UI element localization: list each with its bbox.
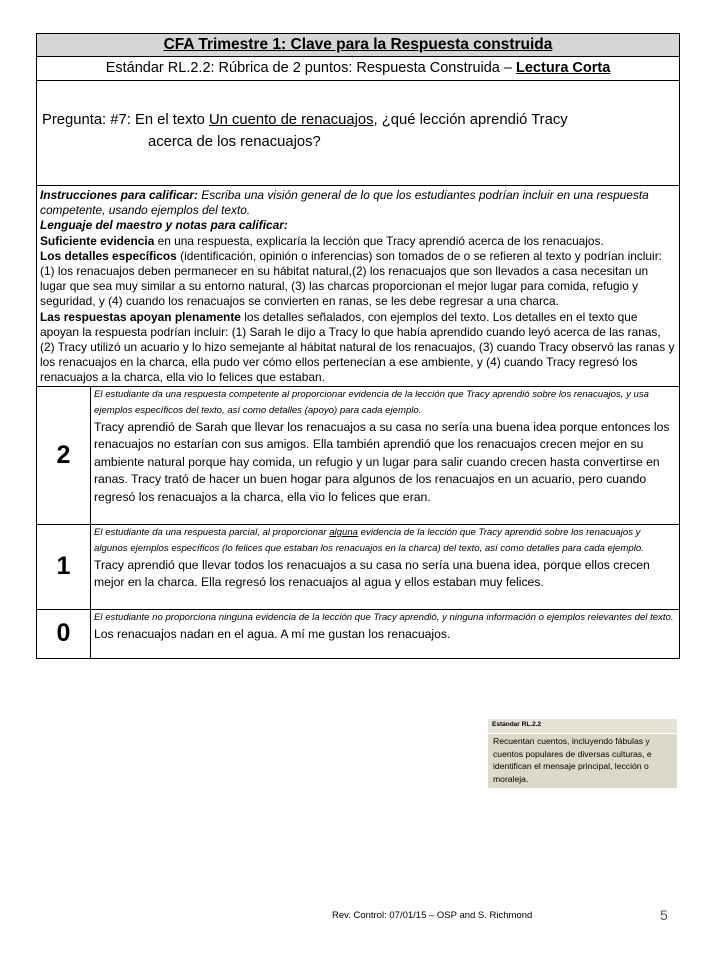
score-row-1 — [37, 524, 680, 609]
sufficient-evidence-text: en una respuesta, explicaría la lección que Tracy aprendió acerca de los renacuajos. — [154, 233, 604, 248]
score-value: 2 — [37, 386, 91, 524]
question-prefix: Pregunta: #7: En el texto — [42, 112, 209, 128]
score-row-0 — [37, 609, 680, 658]
lectura-corta-label: Lectura Corta — [516, 60, 611, 76]
standard-box — [488, 719, 677, 788]
standard-header: Estándar RL.2.2: Rúbrica de 2 puntos: Respuesta Construida – — [105, 60, 516, 76]
sufficient-evidence-label: Suficiente evidencia — [40, 233, 155, 248]
question-suffix: , ¿qué lección aprendió Tracy — [373, 112, 568, 128]
question-line-1 — [37, 81, 679, 128]
notes-label: Lenguaje del maestro y notas para calificar: — [40, 218, 288, 233]
score-description-cell — [91, 524, 680, 609]
full-support-text: los detalles señalados, con ejemplos del texto. Los detalles en el texto que apoyan la respuesta podrían incluir: (1) Sarah le dijo a Tracy lo que había aprendido cuando leyó acerca de las ranas, (2) Tracy utilizó un acuario y lo hizo semejante al hábitat natural de los renacuajos, (3) cuando Tracy observó las ranas y los renacuajos en la charca, ella pudo ver cómo ellos pertenecían a ese ambiente, y (4) cuando Tracy regresó los renacuajos a la charca, ella vio lo felices que estaban. — [40, 309, 675, 385]
score-description-cell — [91, 609, 680, 658]
specific-details-text: (identificación, opinión o inferencias) son tomados de o se refieren al texto y podrían incluir: (1) los renacuajos deben permanecer en su hábitat natural,(2) los renacuajos que son llevados a casa necesitan un lugar que sea muy similar a su entorno natural, (3) las charcas proporcionan el mejor lugar para comida, refugio y seguridad, y (4) cuando los renacuajos se convierten en ranas, se les debe regresar a una charca. — [40, 248, 662, 309]
score-example: Los renacuajos nadan en el agua. A mí me gustan los renacuajos. — [94, 626, 451, 641]
standard-box-text: Recuentan cuentos, incluyendo fábulas y cuentos populares de diversas culturas, e identifican el mensaje principal, lección o moraleja. — [493, 736, 652, 784]
page-number: 5 — [660, 907, 668, 923]
instructions-cell — [37, 186, 680, 387]
question-line-2: acerca de los renacuajos? — [148, 134, 321, 150]
full-support-label: Las respuestas apoyan plenamente — [40, 309, 241, 324]
rubric-table — [36, 33, 680, 659]
revision-footer: Rev. Control: 07/01/15 – OSP and S. Richmond — [332, 910, 533, 921]
story-title: Un cuento de renacuajos — [209, 112, 374, 128]
instructions-text: Escriba una visión general de lo que los estudiantes podrían incluir en una respuesta competente, usando ejemplos del texto. — [40, 188, 649, 218]
rubric-title: CFA Trimestre 1: Clave para la Respuesta construida — [163, 36, 553, 53]
score-description-cell — [91, 386, 680, 524]
score-value: 1 — [37, 524, 91, 609]
rubric-title-cell — [37, 34, 680, 57]
score-value: 0 — [37, 609, 91, 658]
score-example: Tracy aprendió que llevar todos los renacuajos a su casa no sería una buena idea, porque ellos crecen mejor en la charca. Ella regresó los renacuajos al agua y ellos estaban muy felices. — [94, 557, 650, 590]
standard-box-title: Estándar RL.2.2 — [488, 719, 677, 734]
specific-details-label: Los detalles específicos — [40, 248, 177, 263]
question-cell — [37, 81, 680, 186]
standard-header-cell — [37, 57, 680, 81]
score-descriptor: El estudiante da una respuesta parcial, al proporcionar alguna evidencia de la lección que Tracy aprendió sobre los renacuajos y algunos ejemplos específicos (lo felices que estaban los renacuajos en la charca) del texto, así como detalles para cada ejemplo. — [94, 526, 644, 554]
score-example: Tracy aprendió de Sarah que llevar los renacuajos a su casa no sería una buena idea porque entonces los renacuajos no estarían con sus amigos. Ella también aprendió que los renacuajos crecen mejor en su ambiente natural porque hay comida, un refugio y un lugar para salir cuando crecen hasta convertirse en ranas. Tracy trató de hacer un buen hogar para algunos de los renacuajos en un acuario, pero cuando regresó los renacuajos a la charca, ella vio lo felices que eran. — [94, 419, 670, 505]
score-row-2 — [37, 386, 680, 524]
score-descriptor: El estudiante da una respuesta competente al proporcionar evidencia de la lección que Tracy aprendió sobre los renacuajos, y usa ejemplos específicos del texto, así como detalles (apoyo) para cada ejemplo. — [94, 388, 649, 416]
instructions-label: Instrucciones para calificar: — [40, 188, 198, 202]
score-descriptor: El estudiante no proporciona ninguna evidencia de la lección que Tracy aprendió, y ninguna información o ejemplos relevantes del texto. — [94, 611, 674, 623]
